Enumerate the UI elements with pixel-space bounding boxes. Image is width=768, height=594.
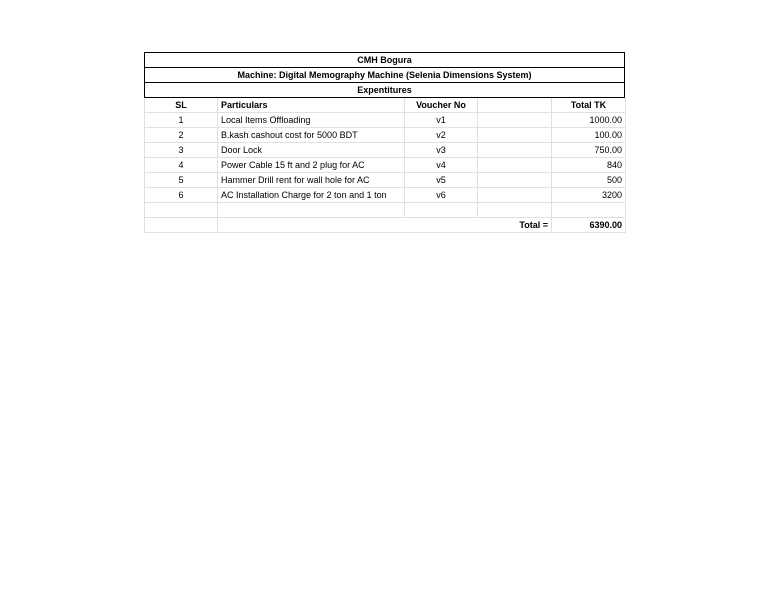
cell-particulars[interactable]: Door Lock [218,143,405,158]
col-header-voucher[interactable]: Voucher No [405,98,478,113]
cell-total[interactable]: 3200 [552,188,626,203]
cell-blank[interactable] [478,173,552,188]
cell-blank[interactable] [478,113,552,128]
cell-blank[interactable] [478,158,552,173]
cell-blank[interactable] [478,188,552,203]
cell-empty[interactable] [218,203,405,218]
cell-sl[interactable]: 2 [145,128,218,143]
cell-particulars[interactable]: B.kash cashout cost for 5000 BDT [218,128,405,143]
cell-sl[interactable]: 5 [145,173,218,188]
table-row [145,128,626,143]
cell-particulars[interactable]: Hammer Drill rent for wall hole for AC [218,173,405,188]
cell-particulars[interactable]: Local Items Offloading [218,113,405,128]
total-label[interactable]: Total = [218,218,552,233]
table-row [145,158,626,173]
cell-blank[interactable] [478,143,552,158]
cell-empty[interactable] [552,203,626,218]
cell-total[interactable]: 100.00 [552,128,626,143]
expense-table [144,98,626,233]
cell-sl[interactable]: 4 [145,158,218,173]
section-title: Expentitures [144,82,625,98]
machine-title: Machine: Digital Memography Machine (Selenia Dimensions System) [144,67,625,82]
col-header-blank[interactable] [478,98,552,113]
cell-voucher[interactable]: v6 [405,188,478,203]
cell-voucher[interactable]: v1 [405,113,478,128]
cell-voucher[interactable]: v5 [405,173,478,188]
expense-sheet [144,52,625,233]
empty-row [145,203,626,218]
table-row [145,188,626,203]
cell-empty[interactable] [405,203,478,218]
cell-sl[interactable]: 6 [145,188,218,203]
cell-total[interactable]: 840 [552,158,626,173]
cell-voucher[interactable]: v2 [405,128,478,143]
cell-total[interactable]: 750.00 [552,143,626,158]
total-row [145,218,626,233]
table-row [145,143,626,158]
org-title: CMH Bogura [144,52,625,67]
table-row [145,113,626,128]
cell-total[interactable]: 1000.00 [552,113,626,128]
cell-total[interactable]: 500 [552,173,626,188]
col-header-particulars[interactable]: Particulars [218,98,405,113]
cell-empty[interactable] [145,218,218,233]
cell-empty[interactable] [145,203,218,218]
col-header-sl[interactable]: SL [145,98,218,113]
cell-blank[interactable] [478,128,552,143]
cell-empty[interactable] [478,203,552,218]
cell-voucher[interactable]: v3 [405,143,478,158]
cell-sl[interactable]: 3 [145,143,218,158]
cell-particulars[interactable]: Power Cable 15 ft and 2 plug for AC [218,158,405,173]
cell-voucher[interactable]: v4 [405,158,478,173]
cell-sl[interactable]: 1 [145,113,218,128]
col-header-total[interactable]: Total TK [552,98,626,113]
header-row [145,98,626,113]
cell-particulars[interactable]: AC Installation Charge for 2 ton and 1 ton [218,188,405,203]
total-value[interactable]: 6390.00 [552,218,626,233]
table-row [145,173,626,188]
